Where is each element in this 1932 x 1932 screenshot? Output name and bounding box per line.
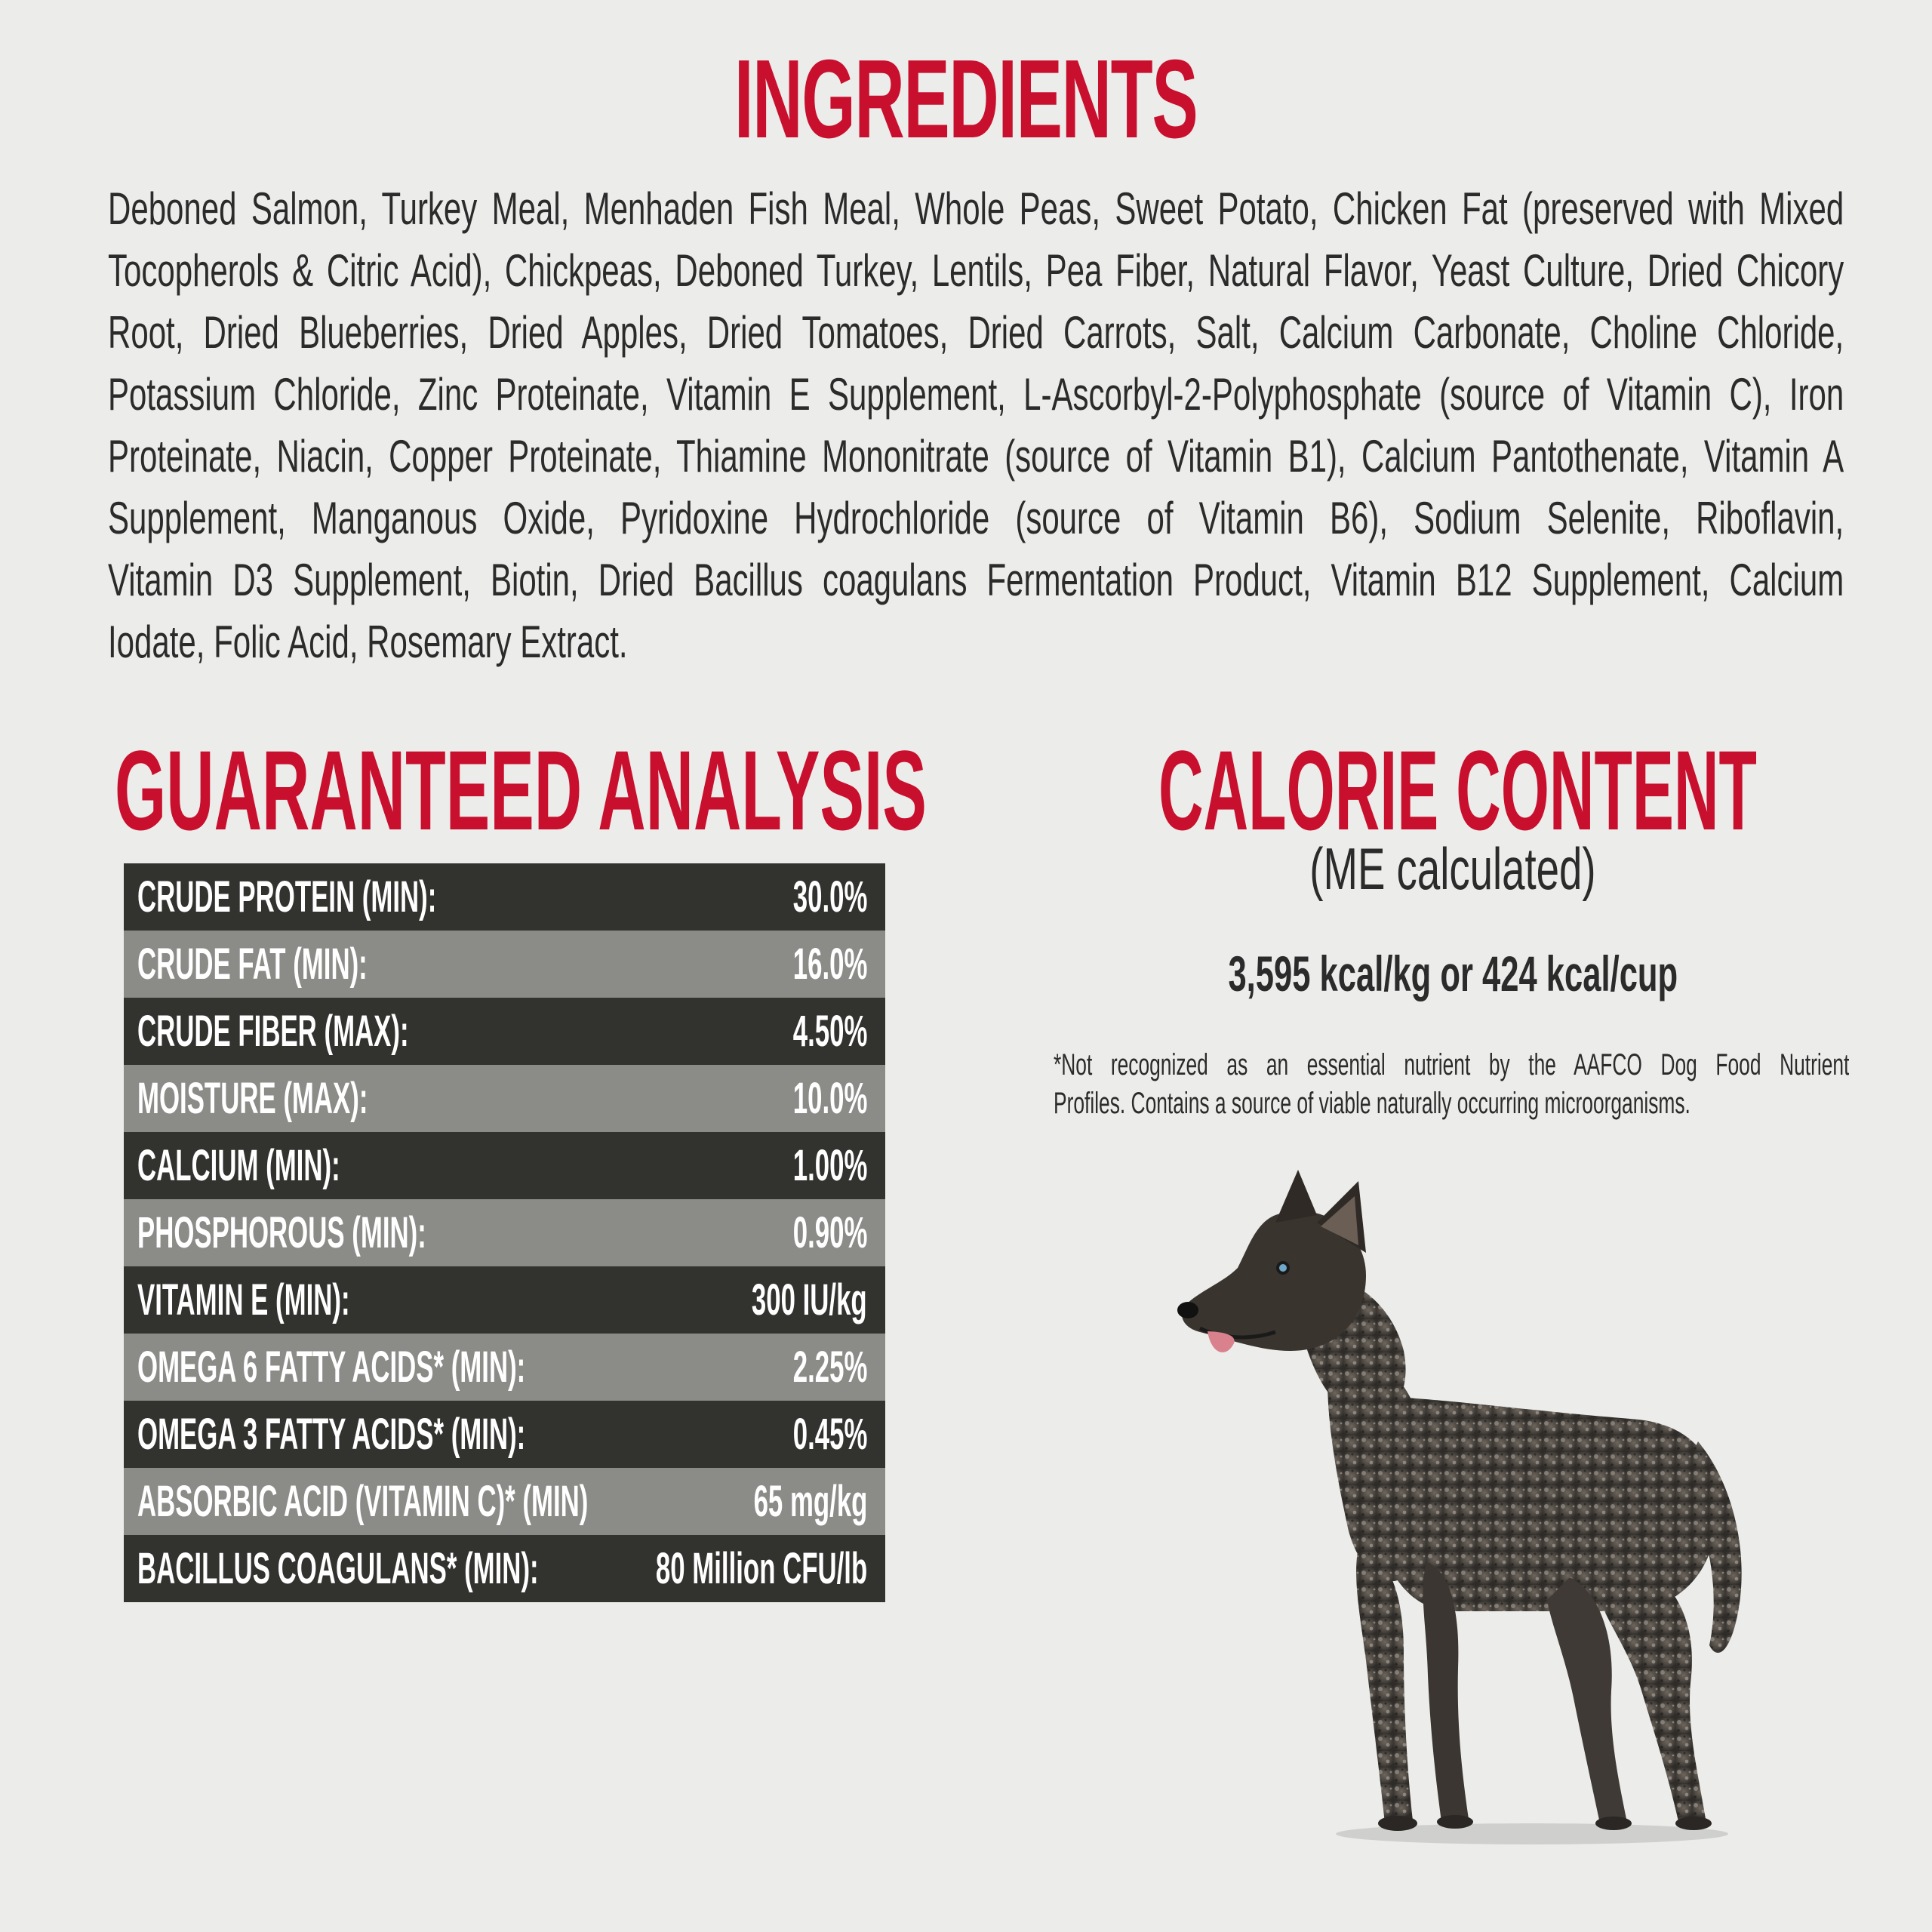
ingredients-line: Vitamin D3 Supplement, Biotin, Dried Bacillus coagulans Fermentation Product, Vitamin B12 Supplement, Calcium [108,555,1844,605]
ingredients-line: Proteinate, Niacin, Copper Proteinate, Thiamine Mononitrate (source of Vitamin B1), Calcium Pantothenate, Vitamin A [108,431,1844,481]
guaranteed-analysis-title: GUARANTEED ANALYSIS [115,727,927,854]
dog-image [1177,1170,1781,1849]
ingredients-line: Deboned Salmon, Turkey Meal, Menhaden Fish Meal, Whole Peas, Sweet Potato, Chicken Fat (preserved with Mixed [108,183,1844,234]
table-row [124,998,885,1065]
footnote-line: Profiles. Contains a source of viable naturally occurring microorganisms. [1054,1087,1690,1120]
table-row [124,863,885,931]
row-label: CRUDE PROTEIN (MIN): [137,872,437,921]
row-value: 65 mg/kg [753,1477,867,1526]
row-value: 0.90% [792,1208,867,1257]
ingredients-line: Tocopherols & Citric Acid), Chickpeas, Deboned Turkey, Lentils, Pea Fiber, Natural Flavor, Yeast Culture, Dried Chicory [108,245,1844,296]
row-value: 0.45% [792,1410,867,1459]
row-label: BACILLUS COAGULANS* (MIN): [137,1544,539,1593]
row-label: CRUDE FAT (MIN): [137,940,368,989]
row-label: CRUDE FIBER (MAX): [137,1007,409,1056]
ingredients-title: INGREDIENTS [734,37,1198,162]
row-label: CALCIUM (MIN): [137,1141,340,1190]
table-row [124,1468,885,1535]
row-value: 10.0% [792,1074,867,1123]
row-value: 16.0% [792,940,867,989]
ingredients-list [108,178,1844,673]
row-value: 4.50% [792,1007,867,1056]
ingredients-line: Potassium Chloride, Zinc Proteinate, Vitamin E Supplement, L-Ascorbyl-2-Polyphosphate (source of Vitamin C), Iron [108,369,1844,420]
table-row [124,1199,885,1266]
row-label: ABSORBIC ACID (VITAMIN C)* (MIN) [137,1477,589,1526]
table-row [124,1401,885,1468]
guaranteed-analysis-table [124,863,885,1602]
table-row [124,1334,885,1401]
row-value: 2.25% [792,1343,867,1392]
calorie-content-subtitle: (ME calculated) [1309,835,1596,902]
row-label: MOISTURE (MAX): [137,1074,368,1123]
row-label: PHOSPHOROUS (MIN): [137,1208,426,1257]
row-value: 1.00% [792,1141,867,1190]
row-value: 30.0% [792,872,867,921]
table-row [124,1065,885,1132]
row-label: OMEGA 6 FATTY ACIDS* (MIN): [137,1343,526,1392]
table-row [124,1132,885,1199]
row-label: OMEGA 3 FATTY ACIDS* (MIN): [137,1410,526,1459]
row-value: 80 Million CFU/lb [655,1544,867,1593]
calorie-value: 3,595 kcal/kg or 424 kcal/cup [1228,946,1678,1001]
ingredients-line: Iodate, Folic Acid, Rosemary Extract. [108,617,628,667]
ingredients-line: Root, Dried Blueberries, Dried Apples, Dried Tomatoes, Dried Carrots, Salt, Calcium Carbonate, Choline Chloride, [108,307,1844,358]
table-row [124,1535,885,1602]
ingredients-line: Supplement, Manganous Oxide, Pyridoxine Hydrochloride (source of Vitamin B6), Sodium Selenite, Riboflavin, [108,493,1844,543]
calorie-content-title: CALORIE CONTENT [1158,727,1757,854]
footnote-line: *Not recognized as an essential nutrient by the AAFCO Dog Food Nutrient [1054,1048,1849,1081]
row-value: 300 IU/kg [752,1275,867,1324]
footnote [1054,1046,1849,1123]
table-row [124,1266,885,1334]
row-label: VITAMIN E (MIN): [137,1275,350,1324]
table-row [124,931,885,998]
